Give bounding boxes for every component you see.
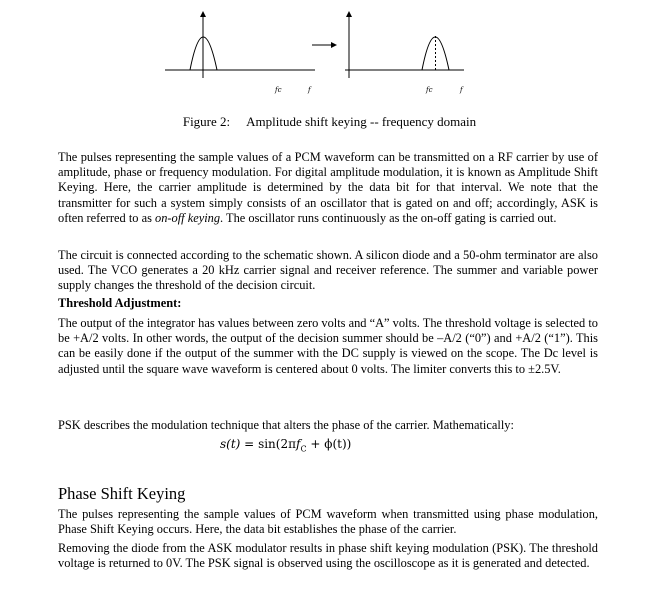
formula-rest: + ϕ(t)) [310, 437, 352, 451]
modulated-spectrum-plot [345, 14, 464, 94]
formula-func: sin(2π [258, 437, 296, 451]
psk-formula [220, 437, 351, 453]
right-f-label: f [460, 86, 463, 94]
psk-body-paragraph-1: The pulses representing the sample values of PCM waveform when transmitted using phase modulation, Phase Shift Keying occurs. Here, the data bit establishes the phase of the carrier. [58, 507, 598, 537]
caption-label: Figure 2: [182, 114, 231, 129]
circuit-paragraph: The circuit is connected according to the schematic shown. A silicon diode and a 50-ohm terminator are also used. The VCO generates a 20 kHz carrier signal and receiver reference. The summer and variable power supply changes the threshold of the decision circuit. [58, 248, 598, 293]
psk-body-paragraph-2: Removing the diode from the ASK modulator results in phase shift keying modulation (PSK). The threshold voltage is returned to 0V. The PSK signal is observed using the oscilloscope as it is generated and detected. [58, 541, 598, 571]
figure-caption [0, 114, 659, 130]
psk-section-title: Phase Shift Keying [58, 484, 186, 503]
formula-fc-sub: C [300, 444, 307, 454]
on-off-keying-term: on-off keying [155, 210, 221, 225]
left-fc-label: fc [275, 86, 282, 94]
threshold-paragraph: The output of the integrator has values between zero volts and “A” volts. The threshold voltage is selected to be +A/2 volts. In other words, the output of the decision summer should be –A/2 (“0”) and +A/2 (“1”). This can be easily done if the output of the summer with the DC supply is viewed on the scope. The Dc level is adjusted until the square wave waveform is centered about 0 volts. The limiter converts this to ±2.5V. [58, 316, 598, 376]
baseband-spectrum-plot [165, 14, 315, 94]
ask-intro-text-end: . The oscillator runs continuously as the on-off gating is carried out. [220, 210, 557, 225]
caption-text: Amplitude shift keying -- frequency domain [246, 114, 477, 129]
formula-fc: f [296, 437, 301, 451]
psk-intro-paragraph: PSK describes the modulation technique that alters the phase of the carrier. Mathematically: [58, 418, 514, 432]
ask-intro-paragraph [58, 150, 598, 226]
formula-lhs: s(t) [220, 437, 241, 451]
ask-frequency-diagram [150, 8, 480, 100]
right-fc-label: fc [426, 86, 433, 94]
threshold-heading: Threshold Adjustment: [58, 296, 182, 310]
formula-equals: = [244, 437, 255, 451]
ask-intro-text: The pulses representing the sample values of a PCM waveform can be transmitted on a RF carrier by use of amplitude, phase or frequency modulation. For digital amplitude modulation, it is known as Amplitude Shift Keying. Here, the carrier amplitude is determined by the data bit for that interval. We note that the transmitter for such a system simply consists of an oscillator that is gated on and off; accordingly, ASK is often referred to as [58, 150, 598, 225]
left-f-label: f [308, 86, 311, 94]
